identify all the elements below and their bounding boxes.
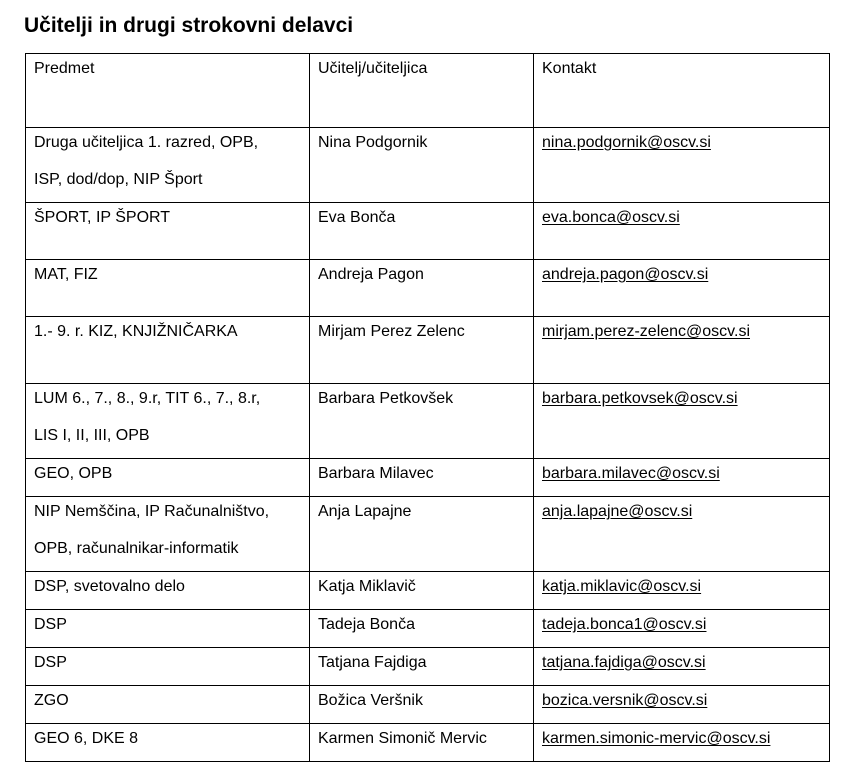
subject-line: DSP <box>34 616 67 633</box>
teacher-name: Barbara Petkovšek <box>318 390 454 407</box>
email-link[interactable]: andreja.pagon@oscv.si <box>542 266 709 283</box>
cell-subject <box>26 610 310 648</box>
cell-teacher <box>310 128 534 203</box>
table-row <box>26 686 830 724</box>
cell-teacher <box>310 572 534 610</box>
table-row <box>26 572 830 610</box>
subject-line: LUM 6., 7., 8., 9.r, TIT 6., 7., 8.r, <box>34 390 261 407</box>
cell-teacher <box>310 686 534 724</box>
teacher-name: Anja Lapajne <box>318 503 412 520</box>
teacher-name: Eva Bonča <box>318 209 396 226</box>
cell-teacher <box>310 459 534 497</box>
email-link[interactable]: eva.bonca@oscv.si <box>542 209 680 226</box>
cell-teacher <box>310 610 534 648</box>
cell-subject <box>26 317 310 384</box>
staff-table <box>25 53 830 762</box>
subject-line: LIS I, II, III, OPB <box>34 427 150 444</box>
table-row <box>26 497 830 572</box>
subject-line: GEO, OPB <box>34 465 113 482</box>
cell-teacher <box>310 317 534 384</box>
header-teacher: Učitelj/učiteljica <box>310 54 534 128</box>
cell-contact <box>534 724 830 762</box>
cell-contact <box>534 610 830 648</box>
table-row <box>26 724 830 762</box>
table-row <box>26 128 830 203</box>
cell-subject <box>26 497 310 572</box>
cell-subject <box>26 260 310 317</box>
cell-subject <box>26 459 310 497</box>
cell-subject <box>26 572 310 610</box>
teacher-name: Katja Miklavič <box>318 578 416 595</box>
email-link[interactable]: bozica.versnik@oscv.si <box>542 692 708 709</box>
cell-contact <box>534 686 830 724</box>
teacher-name: Andreja Pagon <box>318 266 424 283</box>
cell-contact <box>534 384 830 459</box>
teacher-name: Karmen Simonič Mervic <box>318 730 487 747</box>
table-row <box>26 203 830 260</box>
subject-line: Druga učiteljica 1. razred, OPB, <box>34 134 259 151</box>
cell-contact <box>534 128 830 203</box>
table-row <box>26 384 830 459</box>
teacher-name: Mirjam Perez Zelenc <box>318 323 465 340</box>
cell-contact <box>534 572 830 610</box>
cell-teacher <box>310 724 534 762</box>
table-row <box>26 610 830 648</box>
teacher-name: Tadeja Bonča <box>318 616 415 633</box>
table-row <box>26 459 830 497</box>
cell-contact <box>534 260 830 317</box>
email-link[interactable]: katja.miklavic@oscv.si <box>542 578 702 595</box>
teacher-name: Tatjana Fajdiga <box>318 654 427 671</box>
cell-subject <box>26 384 310 459</box>
cell-subject <box>26 686 310 724</box>
cell-contact <box>534 497 830 572</box>
email-link[interactable]: tadeja.bonca1@oscv.si <box>542 616 707 633</box>
subject-line: ŠPORT, IP ŠPORT <box>34 209 171 226</box>
subject-line: GEO 6, DKE 8 <box>34 730 139 747</box>
subject-line: MAT, FIZ <box>34 266 98 283</box>
header-subject: Predmet <box>26 54 310 128</box>
cell-subject <box>26 128 310 203</box>
cell-teacher <box>310 648 534 686</box>
subject-line: ISP, dod/dop, NIP Šport <box>34 171 203 188</box>
cell-subject <box>26 203 310 260</box>
cell-teacher <box>310 203 534 260</box>
email-link[interactable]: nina.podgornik@oscv.si <box>542 134 711 151</box>
teacher-name: Barbara Milavec <box>318 465 434 482</box>
cell-contact <box>534 459 830 497</box>
email-link[interactable]: barbara.milavec@oscv.si <box>542 465 720 482</box>
teacher-name: Božica Veršnik <box>318 692 423 709</box>
cell-teacher <box>310 497 534 572</box>
email-link[interactable]: karmen.simonic-mervic@oscv.si <box>542 730 771 747</box>
cell-contact <box>534 317 830 384</box>
subject-line: 1.- 9. r. KIZ, KNJIŽNIČARKA <box>34 323 238 340</box>
subject-line: NIP Nemščina, IP Računalništvo, <box>34 503 270 520</box>
email-link[interactable]: mirjam.perez-zelenc@oscv.si <box>542 323 750 340</box>
header-contact: Kontakt <box>534 54 830 128</box>
email-link[interactable]: barbara.petkovsek@oscv.si <box>542 390 738 407</box>
email-link[interactable]: tatjana.fajdiga@oscv.si <box>542 654 706 671</box>
subject-line: OPB, računalnikar-informatik <box>34 540 239 557</box>
subject-line: DSP <box>34 654 67 671</box>
email-link[interactable]: anja.lapajne@oscv.si <box>542 503 693 520</box>
subject-line: ZGO <box>34 692 69 709</box>
teacher-name: Nina Podgornik <box>318 134 428 151</box>
cell-contact <box>534 203 830 260</box>
cell-teacher <box>310 260 534 317</box>
table-row <box>26 260 830 317</box>
page-title: Učitelji in drugi strokovni delavci <box>24 14 354 37</box>
cell-subject <box>26 724 310 762</box>
cell-contact <box>534 648 830 686</box>
cell-subject <box>26 648 310 686</box>
table-header-row <box>26 54 830 128</box>
subject-line: DSP, svetovalno delo <box>34 578 185 595</box>
table-row <box>26 648 830 686</box>
table-row <box>26 317 830 384</box>
cell-teacher <box>310 384 534 459</box>
